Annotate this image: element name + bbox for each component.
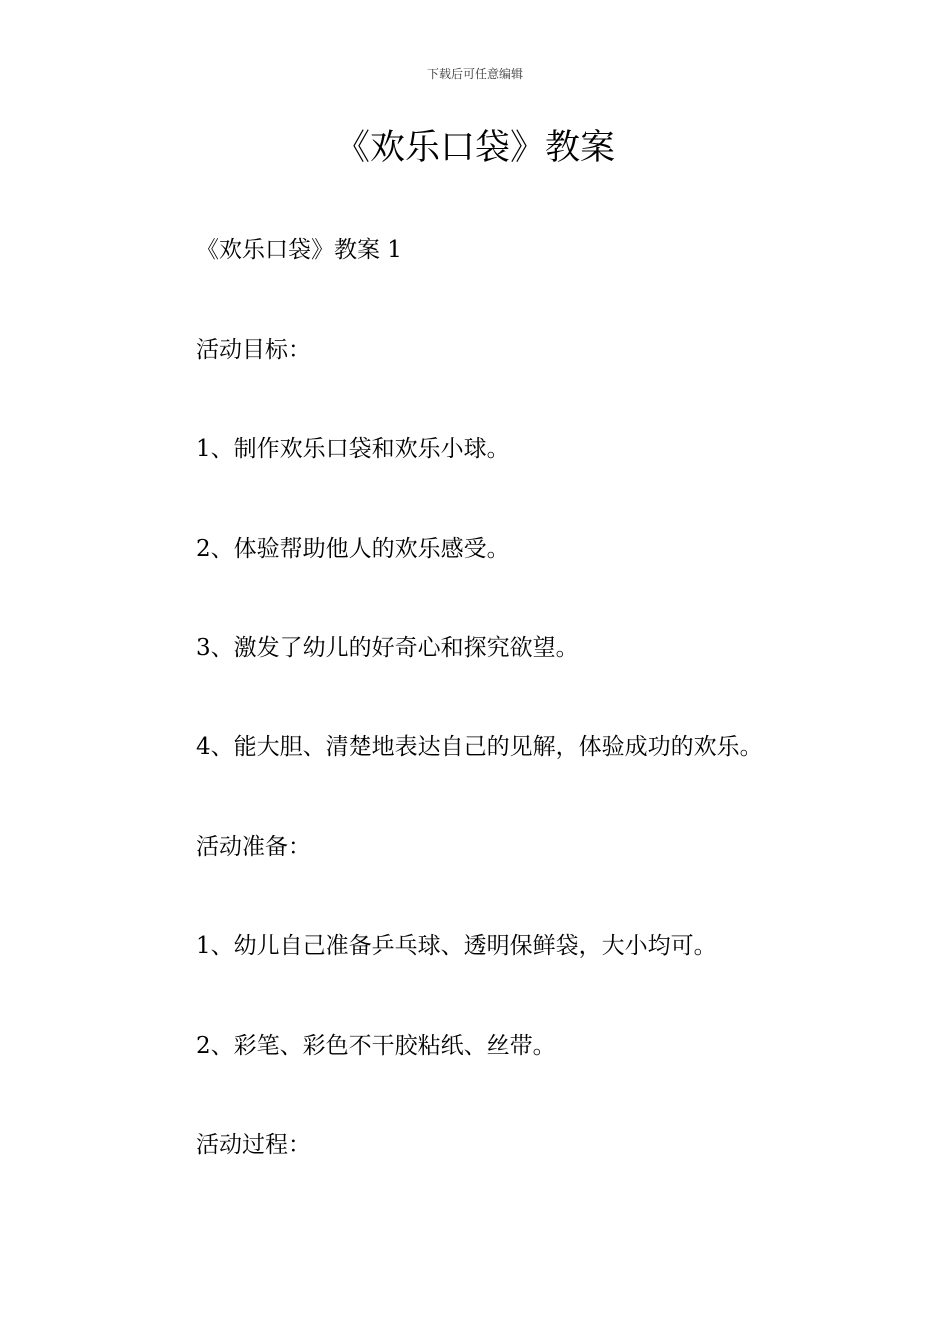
preparation-item-2: 2、彩笔、彩色不干胶粘纸、丝带。: [196, 1033, 556, 1059]
preparation-item-1: 1、幼儿自己准备乒乓球、透明保鲜袋，大小均可。: [196, 933, 717, 959]
goal-item-4: 4、能大胆、清楚地表达自己的见解，体验成功的欢乐。: [196, 734, 763, 760]
document-title: 《欢乐口袋》教案: [334, 128, 615, 168]
section-heading-process: 活动过程：: [196, 1132, 311, 1158]
section-heading-preparation: 活动准备：: [196, 834, 311, 860]
goal-item-3: 3、激发了幼儿的好奇心和探究欲望。: [196, 635, 579, 661]
section-heading-lesson-1: 《欢乐口袋》教案 1: [196, 237, 402, 263]
header-note: 下载后可任意编辑: [426, 67, 523, 81]
goal-item-1: 1、制作欢乐口袋和欢乐小球。: [196, 436, 510, 462]
goal-item-2: 2、体验帮助他人的欢乐感受。: [196, 536, 510, 562]
section-heading-goals: 活动目标：: [196, 337, 311, 363]
